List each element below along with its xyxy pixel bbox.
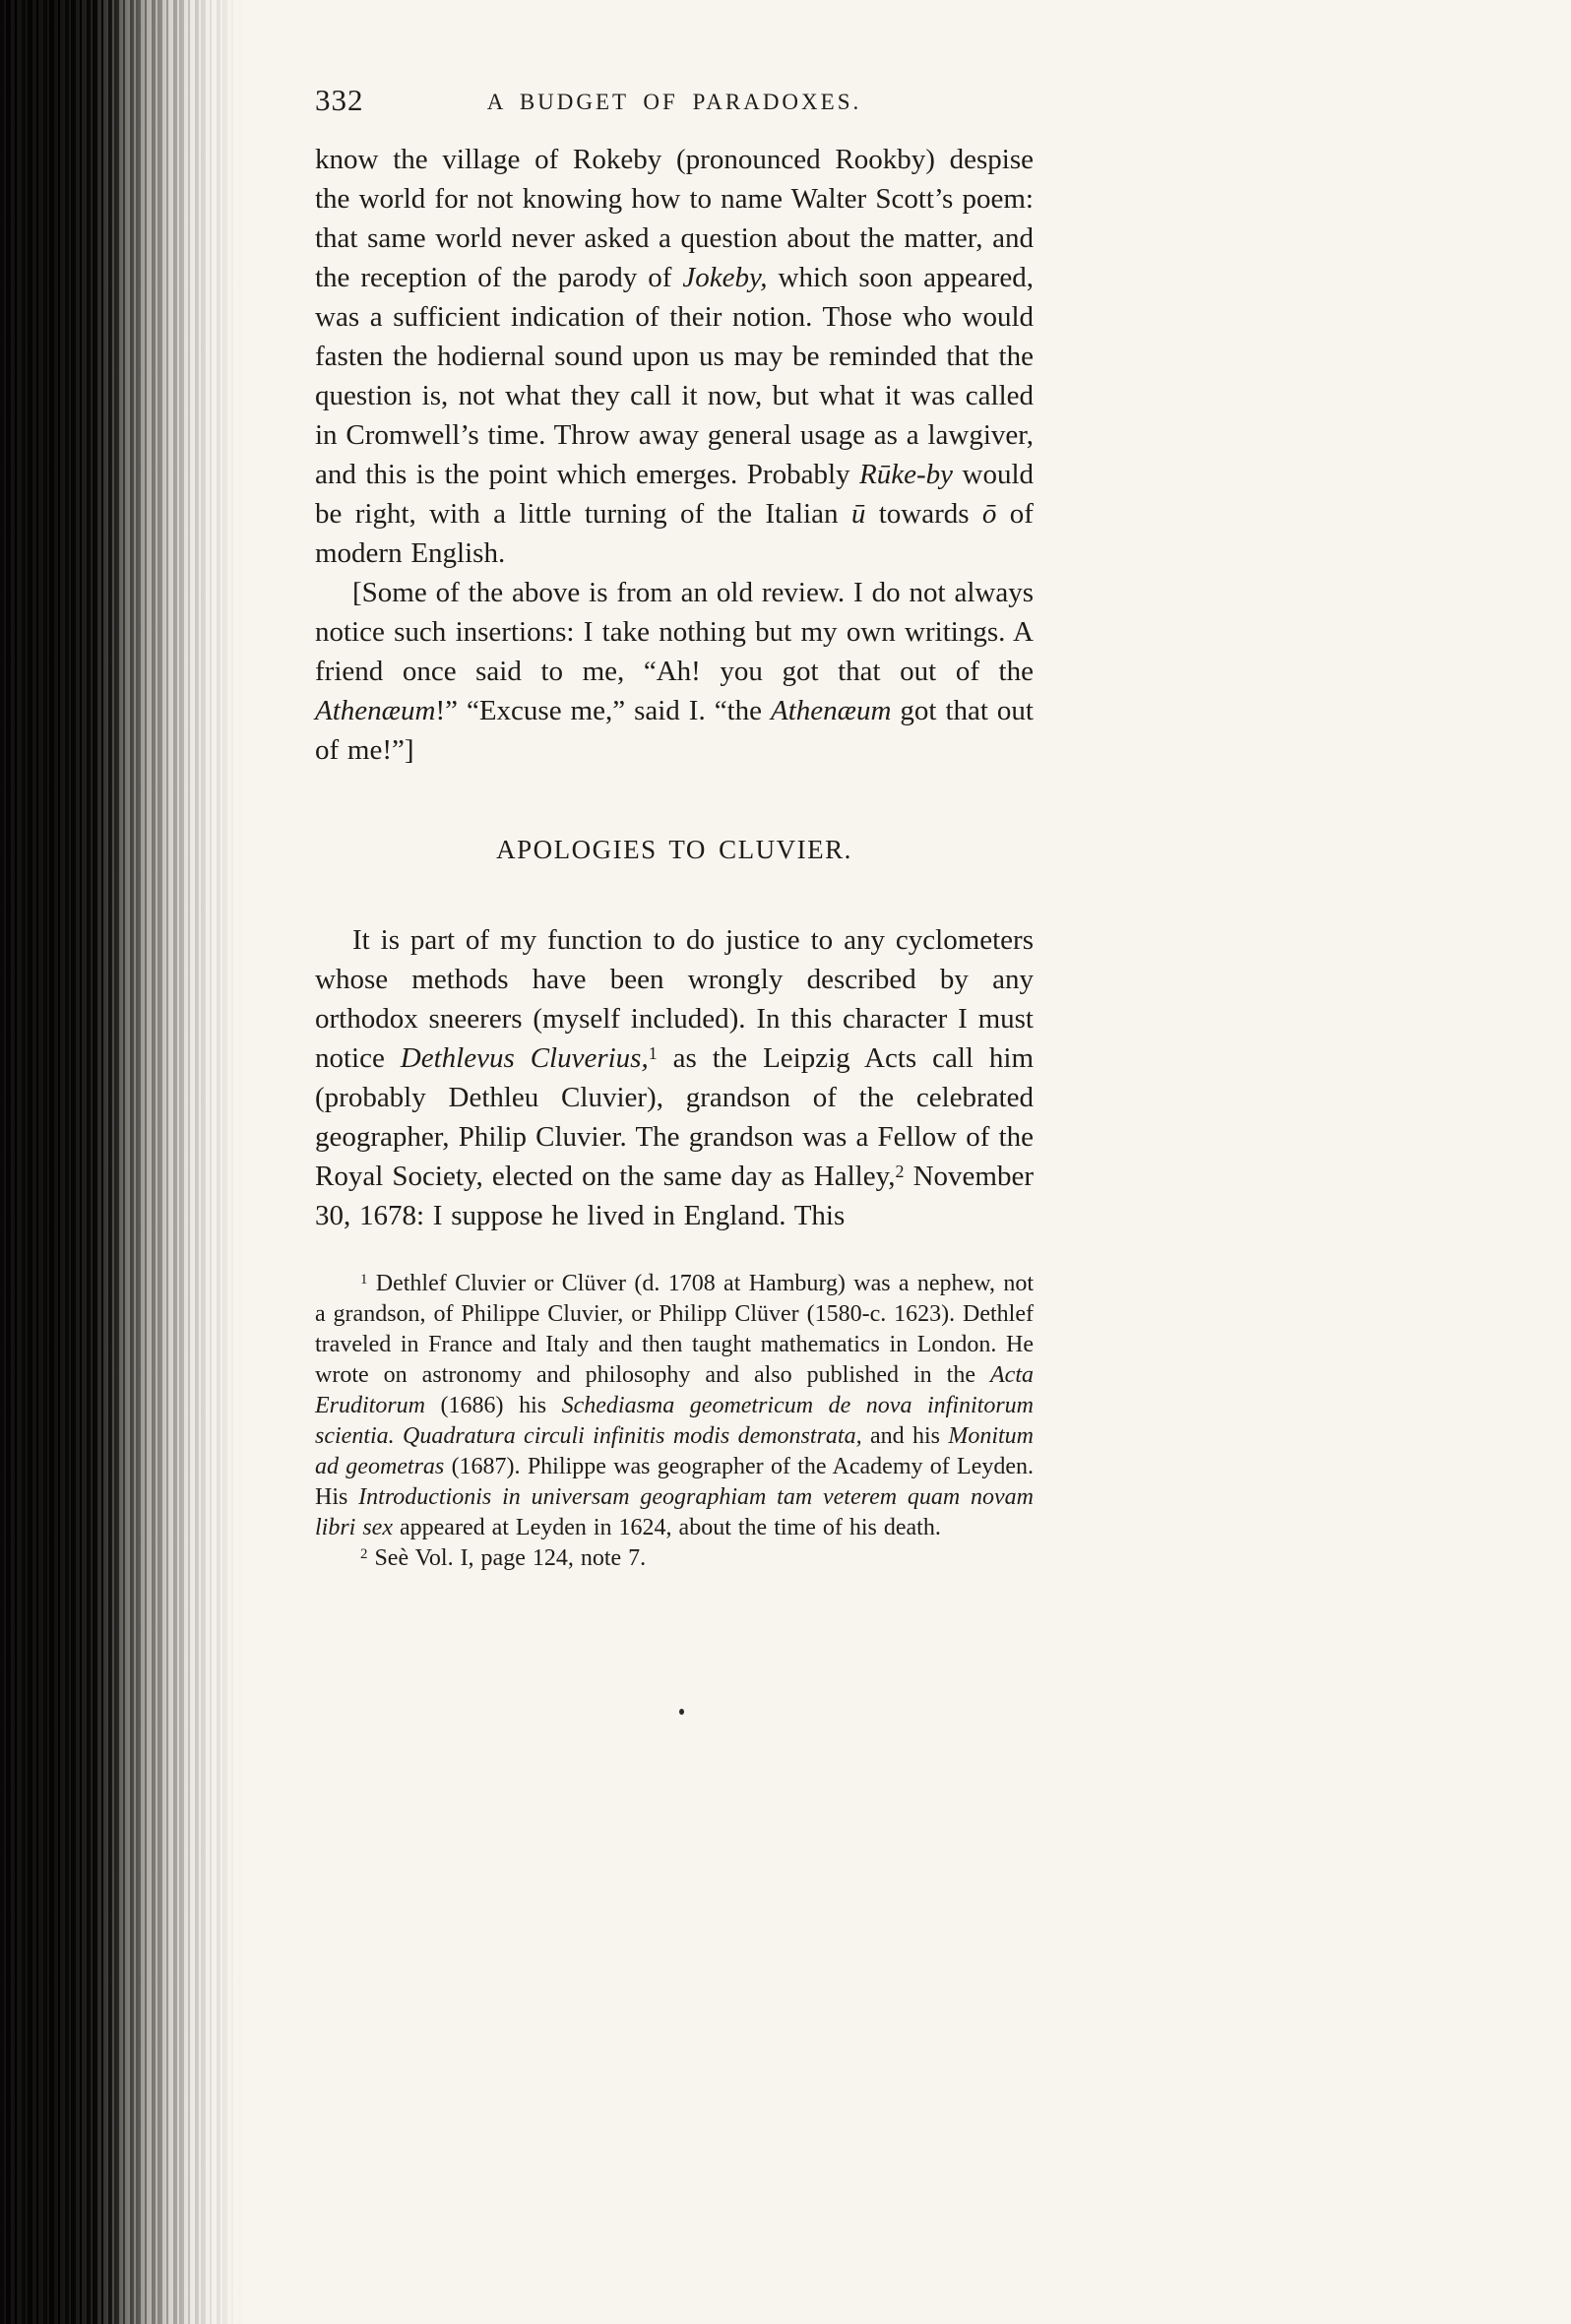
italic-text: Introductionis in universam geographiam tam veterem quam novam libri sex (315, 1484, 1034, 1540)
text-run: Dethlef Cluvier or Clüver (d. 1708 at Hamburg) was a nephew, not a grandson, of Philippe Cluvier, or Philipp Clüver (1580-c. 1623). Dethlef traveled in France and Italy and then taught mathematics in London. He wrote on astronomy and philosophy and also published in the (315, 1271, 1034, 1388)
footnote (315, 1269, 1034, 1543)
text-run: Seè Vol. I, page 124, note 7. (367, 1545, 647, 1571)
italic-text: Rūke-by (859, 459, 954, 490)
footnote-marker: 2 (895, 1161, 905, 1181)
text-run: of modern English. (315, 498, 1034, 569)
running-header: A BUDGET OF PARADOXES. (486, 90, 862, 114)
text-run: appeared at Leyden in 1624, about the time of his death. (393, 1515, 941, 1540)
text-run: would be right, with a little turning of the Italian (315, 459, 1035, 530)
scan-speck (679, 1709, 684, 1715)
italic-text: Schediasma geometricum de nova infinitorum scientia. Quadratura circuli infinitis modis demonstrata, (315, 1393, 1034, 1449)
footnote (315, 1543, 1034, 1574)
italic-text: Jokeby, (682, 262, 768, 293)
italic-text: Athenæum (770, 695, 892, 726)
page-header-row (315, 83, 1034, 130)
text-run: and his (861, 1423, 949, 1449)
section-heading: APOLOGIES TO CLUVIER. (496, 835, 852, 864)
text-run: which soon appeared, was a sufficient indication of their notion. Those who would fasten the hodiernal sound upon us may be reminded that the question is, not what they call it now, but what it was called in Cromwell’s time. Throw away general usage as a lawgiver, and this is the point which emerges. Probably (315, 262, 1034, 490)
text-run: !” “Excuse me,” said I. “the (435, 695, 771, 726)
main-text-block (315, 140, 1034, 770)
text-run: got that out of me!”] (315, 695, 1034, 766)
text-run: It is part of my function to do justice to any cyclometers whose methods have been wrongly described by any orthodox sneerers (myself included). In this character I must notice (315, 924, 1034, 1074)
italic-text: ū (850, 498, 866, 530)
italic-text: Acta Eruditorum (315, 1362, 1034, 1418)
text-run: as the Leipzig Acts call him (probably Dethleu Cluvier), grandson of the celebrated geographer, Philip Cluvier. The grandson was a Fellow of the Royal Society, elected on the same day as Halley, (315, 1042, 1035, 1192)
footnote-marker: 1 (648, 1042, 658, 1063)
italic-text: Monitum ad geometras (315, 1423, 1034, 1479)
section-text-block (315, 920, 1034, 1235)
text-run: November 30, 1678: I suppose he lived in England. This (315, 1161, 1034, 1231)
italic-text: Athenæum (315, 695, 436, 726)
text-run: towards (865, 498, 982, 530)
body-paragraph (315, 140, 1034, 573)
body-paragraph (315, 573, 1034, 770)
footnotes-block (315, 1269, 1034, 1574)
scan-gutter-shadow (0, 0, 248, 2324)
text-run: (1687). Philippe was geographer of the Academy of Leyden. His (315, 1454, 1035, 1510)
body-paragraph (315, 920, 1034, 1235)
text-run: (1686) his (425, 1393, 562, 1418)
page-number: 332 (315, 83, 364, 117)
italic-text: ō (981, 498, 997, 530)
page-content (315, 83, 1034, 1574)
text-run: know the village of Rokeby (pronounced Rookby) despise the world for not knowing how to name Walter Scott’s poem: that same world never asked a question about the matter, and the reception of the parody of (315, 144, 1034, 293)
text-run: [Some of the above is from an old review. I do not always notice such insertions: I take nothing but my own writings. A friend once said to me, “Ah! you got that out of the (315, 577, 1034, 687)
italic-text: Dethlevus Cluverius, (400, 1042, 649, 1074)
footnote-marker: 2 (360, 1546, 368, 1563)
footnote-marker: 1 (360, 1272, 368, 1288)
